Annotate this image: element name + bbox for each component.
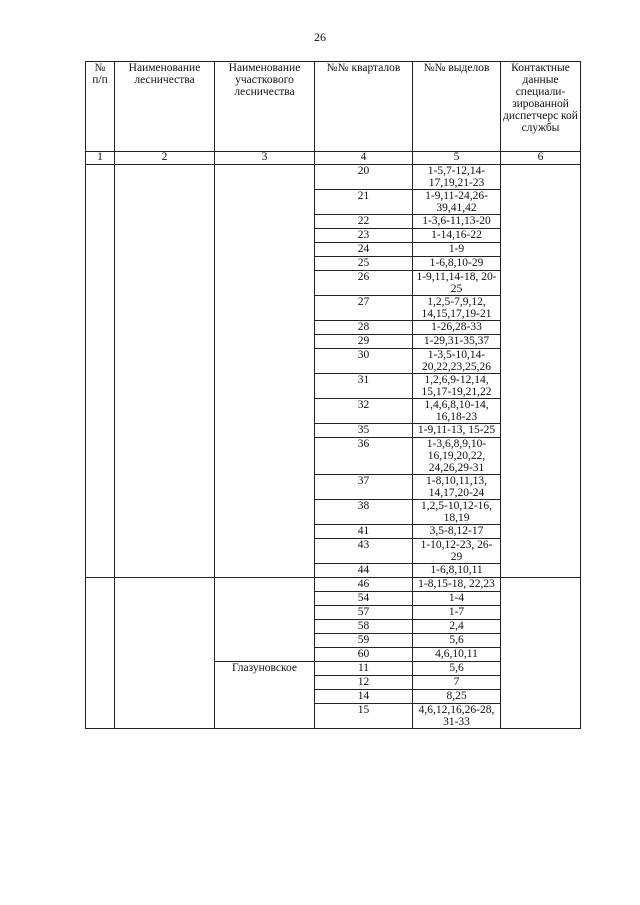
table-row: [86, 578, 581, 592]
header-cell: №№ кварталов: [315, 62, 413, 152]
district-forestry-cell: Глазуновское: [215, 662, 315, 729]
column-number: 5: [413, 152, 501, 165]
quarter-number-cell: 59: [315, 634, 413, 648]
quarter-number-cell: 21: [315, 190, 413, 215]
allotment-numbers-cell: 8,25: [413, 690, 501, 704]
allotment-numbers-cell: 1-9,11-13, 15-25: [413, 424, 501, 438]
column-number: 6: [501, 152, 581, 165]
quarter-number-cell: 41: [315, 525, 413, 539]
allotment-numbers-cell: 1-3,6,8,9,10-16,19,20,22, 24,26,29-31: [413, 438, 501, 475]
quarter-number-cell: 38: [315, 500, 413, 525]
quarter-number-cell: 25: [315, 257, 413, 271]
quarter-number-cell: 24: [315, 243, 413, 257]
allotment-numbers-cell: 7: [413, 676, 501, 690]
allotment-numbers-cell: 1-5,7-12,14-17,19,21-23: [413, 165, 501, 190]
header-cell: № п/п: [86, 62, 115, 152]
quarter-number-cell: 58: [315, 620, 413, 634]
quarter-number-cell: 44: [315, 564, 413, 578]
column-number: 2: [115, 152, 215, 165]
quarter-number-cell: 28: [315, 321, 413, 335]
forest-table: [85, 61, 581, 729]
quarter-number-cell: 29: [315, 335, 413, 349]
allotment-numbers-cell: 1,2,5-10,12-16, 18,19: [413, 500, 501, 525]
forestry-name-cell: [115, 578, 215, 729]
header-cell: №№ выделов: [413, 62, 501, 152]
column-number: 4: [315, 152, 413, 165]
header-row: [86, 62, 581, 152]
quarter-number-cell: 22: [315, 215, 413, 229]
column-number: 3: [215, 152, 315, 165]
row-number-cell: [86, 165, 115, 578]
allotment-numbers-cell: 1-3,6-11,13-20: [413, 215, 501, 229]
allotment-numbers-cell: 1-9,11,14-18, 20-25: [413, 271, 501, 296]
allotment-numbers-cell: 4,6,10,11: [413, 648, 501, 662]
allotment-numbers-cell: 1-6,8,10-29: [413, 257, 501, 271]
allotment-numbers-cell: 1-14,16-22: [413, 229, 501, 243]
allotment-numbers-cell: 4,6,12,16,26-28, 31-33: [413, 704, 501, 729]
allotment-numbers-cell: 1-9: [413, 243, 501, 257]
row-number-cell: [86, 578, 115, 729]
quarter-number-cell: 57: [315, 606, 413, 620]
quarter-number-cell: 27: [315, 296, 413, 321]
allotment-numbers-cell: 5,6: [413, 634, 501, 648]
forestry-name-cell: [115, 165, 215, 578]
quarter-number-cell: 15: [315, 704, 413, 729]
allotment-numbers-cell: 1-8,10,11,13, 14,17,20-24: [413, 475, 501, 500]
quarter-number-cell: 35: [315, 424, 413, 438]
table-body: [86, 152, 581, 729]
quarter-number-cell: 60: [315, 648, 413, 662]
quarter-number-cell: 31: [315, 374, 413, 399]
quarter-number-cell: 20: [315, 165, 413, 190]
quarter-number-cell: 36: [315, 438, 413, 475]
quarter-number-cell: 43: [315, 539, 413, 564]
quarter-number-cell: 46: [315, 578, 413, 592]
allotment-numbers-cell: 1,2,6,9-12,14, 15,17-19,21,22: [413, 374, 501, 399]
contact-data-cell: [501, 165, 581, 578]
allotment-numbers-cell: 1-10,12-23, 26-29: [413, 539, 501, 564]
allotment-numbers-cell: 1-26,28-33: [413, 321, 501, 335]
quarter-number-cell: 32: [315, 399, 413, 424]
contact-data-cell: [501, 578, 581, 729]
quarter-number-cell: 54: [315, 592, 413, 606]
quarter-number-cell: 30: [315, 349, 413, 374]
column-number: 1: [86, 152, 115, 165]
quarter-number-cell: 14: [315, 690, 413, 704]
table-row: [86, 165, 581, 190]
header-cell: Наименование лесничества: [115, 62, 215, 152]
quarter-number-cell: 12: [315, 676, 413, 690]
allotment-numbers-cell: 1-4: [413, 592, 501, 606]
page-number: 26: [314, 30, 326, 44]
allotment-numbers-cell: 1-3,5-10,14-20,22,23,25,26: [413, 349, 501, 374]
quarter-number-cell: 11: [315, 662, 413, 676]
allotment-numbers-cell: 5,6: [413, 662, 501, 676]
allotment-numbers-cell: 2,4: [413, 620, 501, 634]
allotment-numbers-cell: 1-7: [413, 606, 501, 620]
header-cell: Наименование участкового лесничества: [215, 62, 315, 152]
quarter-number-cell: 23: [315, 229, 413, 243]
allotment-numbers-cell: 1,2,5-7,9,12, 14,15,17,19-21: [413, 296, 501, 321]
quarter-number-cell: 37: [315, 475, 413, 500]
allotment-numbers-cell: 1-6,8,10,11: [413, 564, 501, 578]
allotment-numbers-cell: 1,4,6,8,10-14, 16,18-23: [413, 399, 501, 424]
allotment-numbers-cell: 3,5-8,12-17: [413, 525, 501, 539]
allotment-numbers-cell: 1-8,15-18, 22,23: [413, 578, 501, 592]
header-cell: Контактные данные специали-зированной диспетчерс кой службы: [501, 62, 581, 152]
allotment-numbers-cell: 1-9,11-24,26-39,41,42: [413, 190, 501, 215]
column-number-row: [86, 152, 581, 165]
quarter-number-cell: 26: [315, 271, 413, 296]
district-forestry-cell: [215, 578, 315, 662]
district-forestry-cell: [215, 165, 315, 578]
allotment-numbers-cell: 1-29,31-35,37: [413, 335, 501, 349]
